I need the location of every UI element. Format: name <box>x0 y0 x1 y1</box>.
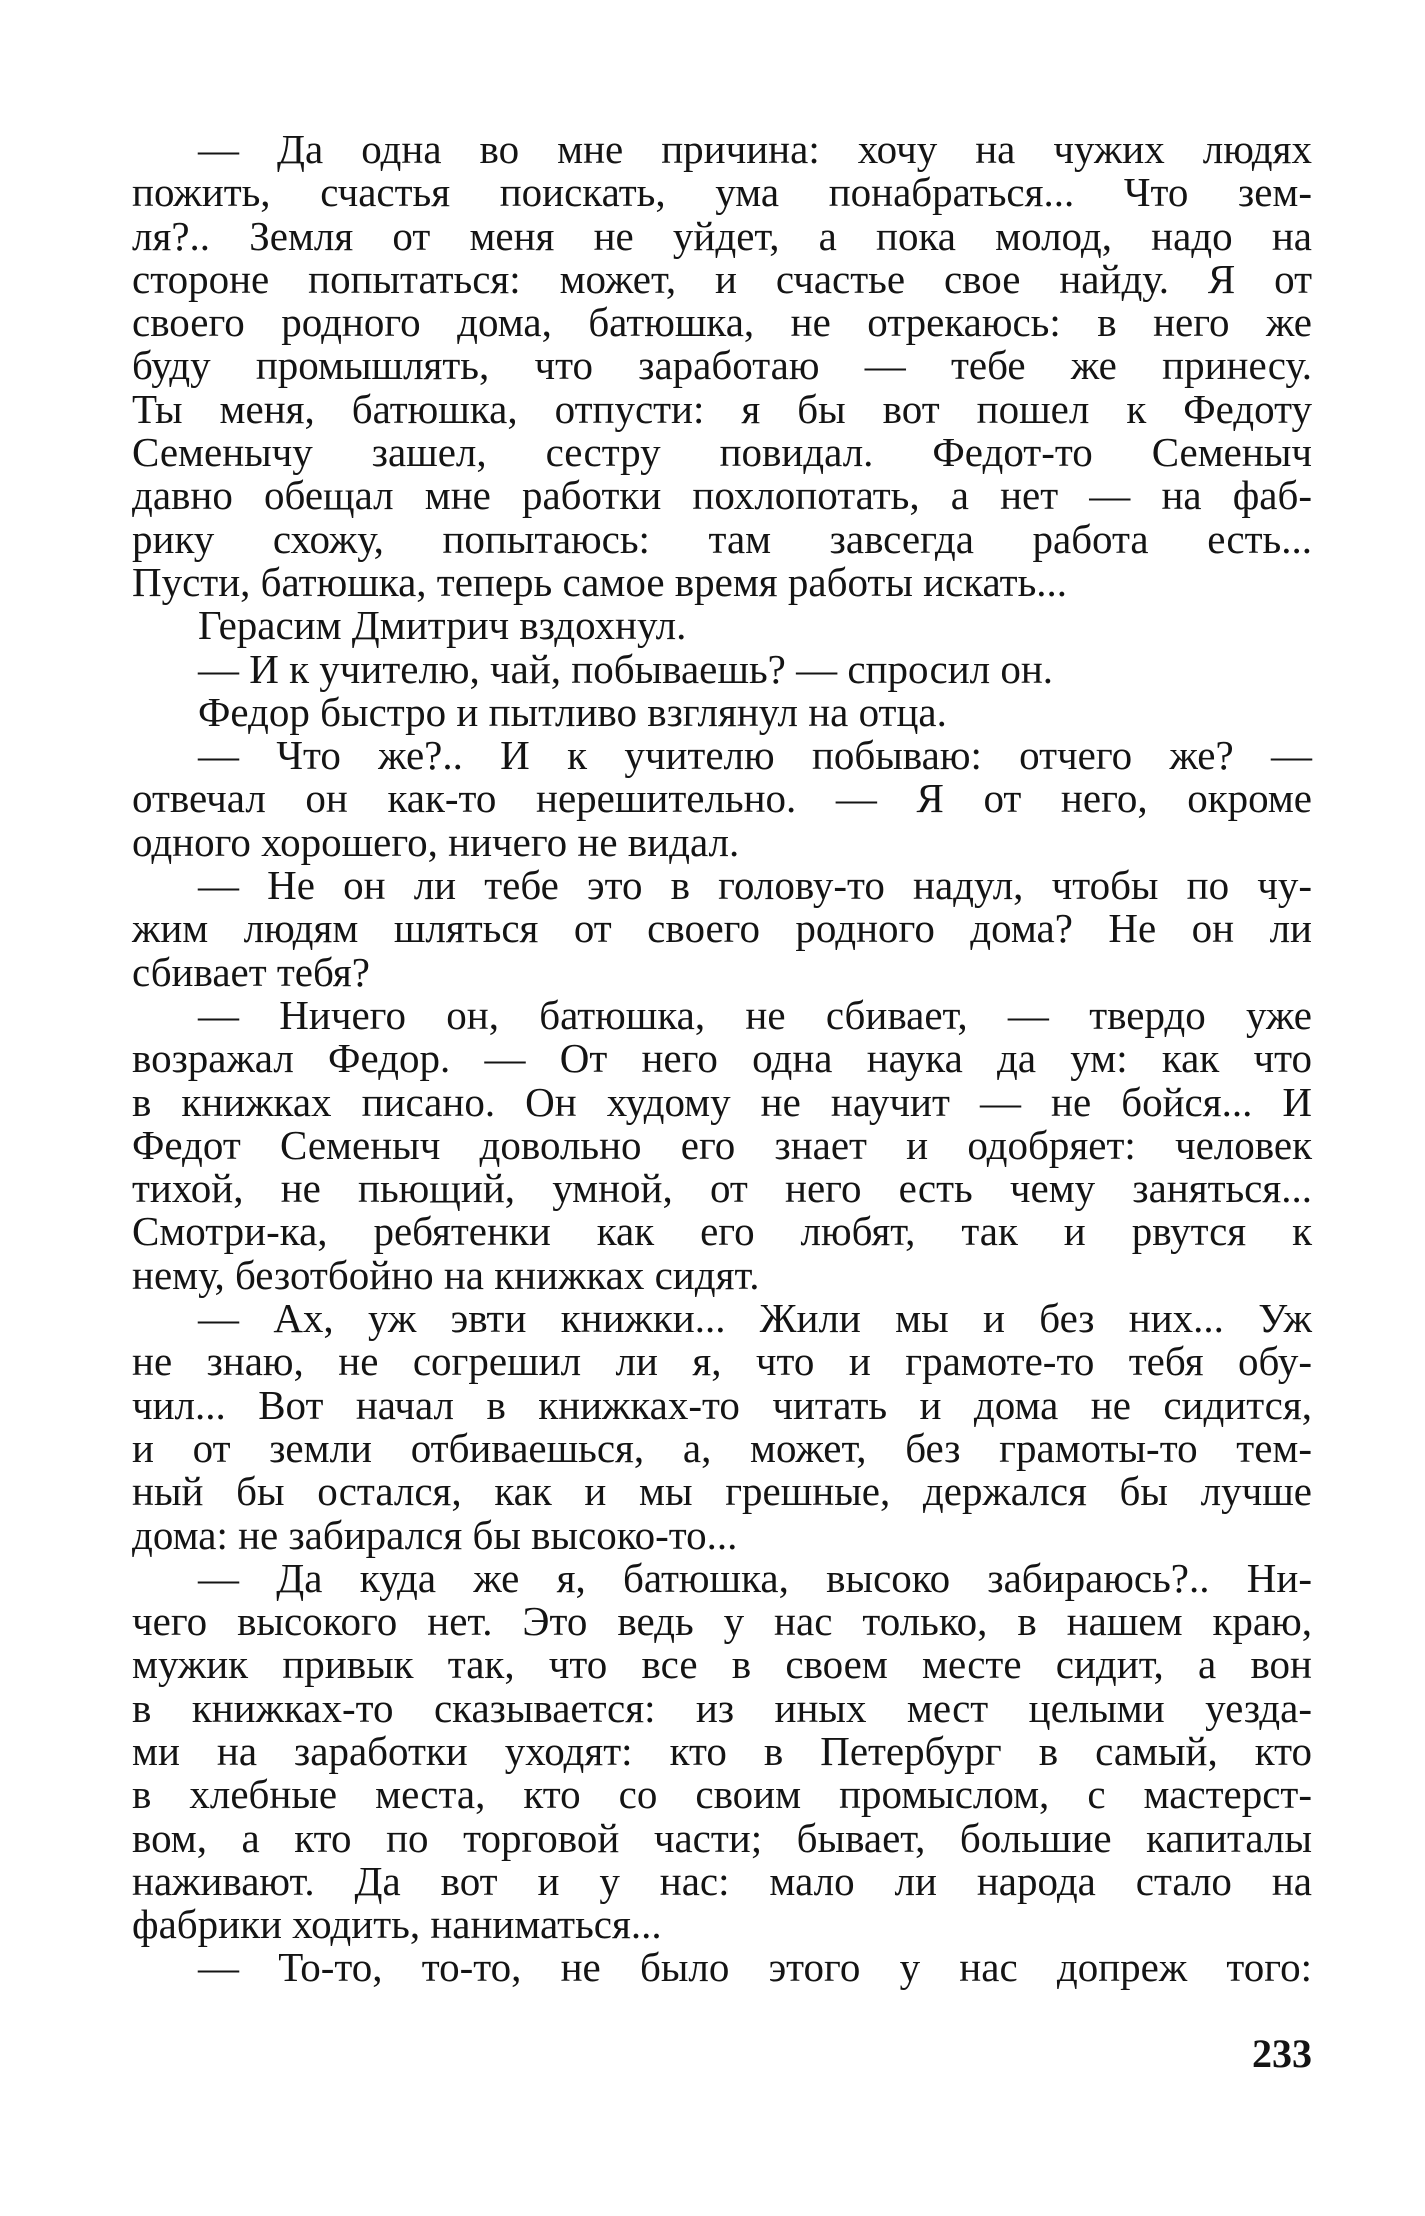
text-line: — Ах, уж эвти книжки... Жили мы и без них... Уж <box>198 1295 1312 1342</box>
text-line: ный бы остался, как и мы грешные, держался бы лучше <box>132 1468 1312 1515</box>
text-line: вом, а кто по торговой части; бывает, большие капиталы <box>132 1814 1312 1861</box>
text-line: Семенычу зашел, сестру повидал. Федот-то Семеныч <box>132 429 1312 476</box>
text-line: возражал Федор. — От него одна наука да ум: как что <box>132 1035 1312 1082</box>
text-line: в хлебные места, кто со своим промыслом, с мастерст- <box>132 1771 1312 1818</box>
text-line: — Да одна во мне причина: хочу на чужих людях <box>198 126 1312 172</box>
text-line: — И к учителю, чай, побываешь? — спросил он. <box>198 645 1054 692</box>
text-line: — Что же?.. И к учителю побываю: отчего же? — <box>198 732 1312 779</box>
text-line: рику схожу, попытаюсь: там завсегда работа есть... <box>132 515 1312 562</box>
text-line: — Ничего он, батюшка, не сбивает, — твердо уже <box>198 991 1312 1038</box>
text-line: в книжках писано. Он худому не научит — не бойся... И <box>132 1078 1312 1125</box>
text-line: наживают. Да вот и у нас: мало ли народа стало на <box>132 1857 1312 1904</box>
text-line: в книжках-то сказывается: из иных мест целыми уезда- <box>132 1684 1312 1731</box>
text-line: Герасим Дмитрич вздохнул. <box>198 602 687 649</box>
page-number: 233 <box>1252 2031 1312 2076</box>
text-line: буду промышлять, что заработаю — тебе же принесу. <box>132 342 1312 389</box>
text-line: тихой, не пьющий, умной, от него есть чему заняться... <box>132 1165 1312 1212</box>
page-body <box>132 128 1312 1990</box>
text-line: давно обещал мне работки похлопотать, а нет — на фаб- <box>132 472 1312 519</box>
text-line: — Не он ли тебе это в голову-то надул, чтобы по чу- <box>198 862 1312 909</box>
text-line: фабрики ходить, наниматься... <box>132 1901 662 1948</box>
text-line: стороне попытаться: может, и счастье свое найду. Я от <box>132 255 1312 302</box>
text-line: и от земли отбиваешься, а, может, без грамоты-то тем- <box>132 1424 1312 1471</box>
text-line: одного хорошего, ничего не видал. <box>132 818 740 865</box>
text-line: ми на заработки уходят: кто в Петербург в самый, кто <box>132 1727 1312 1774</box>
text-line: пожить, счастья поискать, ума понабраться... Что зем- <box>132 169 1312 216</box>
text-line: мужик привык так, что все в своем месте сидит, а вон <box>132 1641 1312 1688</box>
text-line: — То-то, то-то, не было этого у нас допреж того: <box>198 1944 1312 1991</box>
text-line: нему, безотбойно на книжках сидят. <box>132 1251 760 1298</box>
text-line: ля?.. Земля от меня не уйдет, а пока молод, надо на <box>132 212 1312 259</box>
text-line: Пусти, батюшка, теперь самое время работы искать... <box>132 558 1068 605</box>
text-line: — Да куда же я, батюшка, высоко забираюсь?.. Ни- <box>198 1554 1312 1601</box>
text-line: сбивает тебя? <box>132 948 370 995</box>
text-line: чего высокого нет. Это ведь у нас только, в нашем краю, <box>132 1598 1312 1645</box>
text-line: Смотри-ка, ребятенки как его любят, так и рвутся к <box>132 1208 1312 1255</box>
text-line: Ты меня, батюшка, отпусти: я бы вот пошел к Федоту <box>132 385 1312 432</box>
text-line: не знаю, не согрешил ли я, что и грамоте-то тебя обу- <box>132 1338 1312 1385</box>
text-line: отвечал он как-то нерешительно. — Я от него, окроме <box>132 775 1312 822</box>
text-line: Федор быстро и пытливо взглянул на отца. <box>198 688 947 735</box>
text-line: Федот Семеныч довольно его знает и одобряет: человек <box>132 1121 1312 1168</box>
text-line: своего родного дома, батюшка, не отрекаюсь: в него же <box>132 299 1312 346</box>
text-line: жим людям шляться от своего родного дома? Не он ли <box>132 905 1312 952</box>
text-line: чил... Вот начал в книжках-то читать и дома не сидится, <box>132 1381 1312 1428</box>
text-line: дома: не забирался бы высоко-то... <box>132 1511 738 1558</box>
